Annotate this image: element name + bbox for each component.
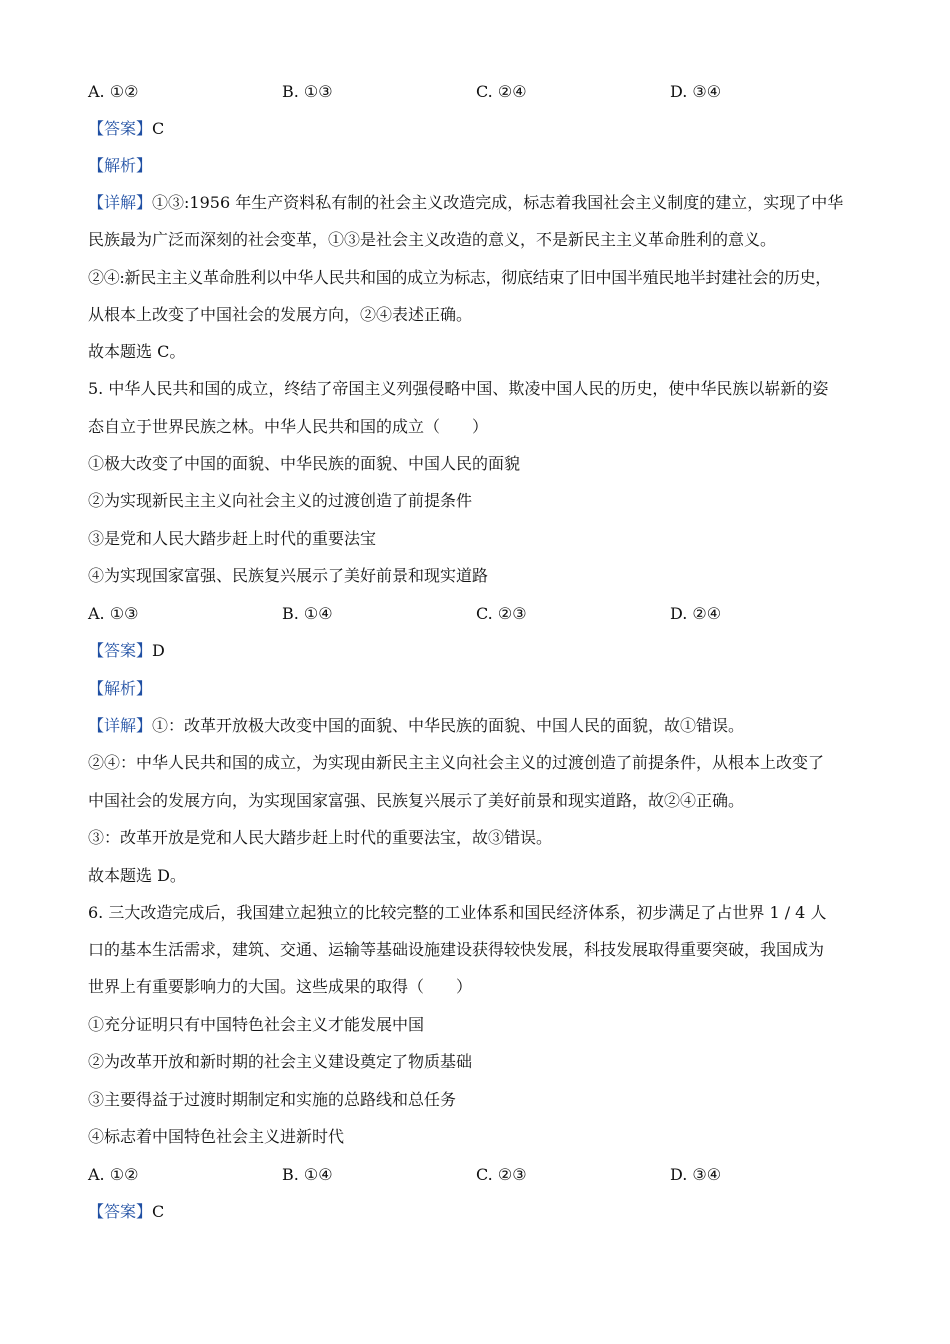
detail-tag: 【详解】: [88, 193, 153, 212]
q4-option-b: B. ①③: [282, 82, 333, 101]
q6-stem-line: 口的基本生活需求，建筑、交通、运输等基础设施建设获得较快发展，科技发展取得重要突破，我国成为: [88, 940, 825, 959]
q5-detail-line: ②④：中华人民共和国的成立，为实现由新民主主义向社会主义的过渡创造了前提条件，从根本上改变了: [88, 753, 825, 772]
answer-tag: 【答案】: [88, 119, 153, 138]
q4-option-a: A. ①②: [88, 82, 139, 101]
q5-statement: ②为实现新民主主义向社会主义的过渡创造了前提条件: [88, 491, 473, 510]
q5-stem-line: 5. 中华人民共和国的成立，终结了帝国主义列强侵略中国、欺凌中国人民的历史，使中华民族以崭新的姿: [88, 379, 829, 398]
q4-detail-line: 民族最为广泛而深刻的社会变革，①③是社会主义改造的意义，不是新民主主义革命胜利的意义。: [88, 230, 777, 249]
q6-statement: ①充分证明只有中国特色社会主义才能发展中国: [88, 1015, 425, 1034]
q5-option-a: A. ①③: [88, 604, 139, 623]
q6-statement: ④标志着中国特色社会主义进新时代: [88, 1127, 345, 1146]
q6-options: [88, 1164, 878, 1186]
q5-option-d: D. ②④: [670, 604, 722, 623]
q6-option-d: D. ③④: [670, 1165, 722, 1184]
answer-value: C: [152, 119, 165, 138]
q4-detail-line: [88, 192, 878, 214]
q6-option-a: A. ①②: [88, 1165, 139, 1184]
q6-statement: ②为改革开放和新时期的社会主义建设奠定了物质基础: [88, 1052, 473, 1071]
detail-text: ①③:1956 年生产资料私有制的社会主义改造完成，标志着我国社会主义制度的建立，实现了中华: [152, 193, 844, 212]
analysis-tag: 【解析】: [88, 679, 153, 698]
answer-tag: 【答案】: [88, 641, 153, 660]
q4-option-d: D. ③④: [670, 82, 722, 101]
q6-statement: ③主要得益于过渡时期制定和实施的总路线和总任务: [88, 1090, 457, 1109]
q5-statement: ④为实现国家富强、民族复兴展示了美好前景和现实道路: [88, 566, 489, 585]
q5-options: [88, 603, 878, 625]
q4-analysis-heading: [88, 155, 878, 177]
q5-analysis-heading: [88, 678, 878, 700]
q4-detail-line: 从根本上改变了中国社会的发展方向，②④表述正确。: [88, 305, 473, 324]
q6-stem-line: 世界上有重要影响力的大国。这些成果的取得（ ）: [88, 977, 473, 996]
q4-conclusion: 故本题选 C。: [88, 342, 186, 361]
q4-options: [88, 81, 878, 103]
answer-value: D: [152, 641, 165, 660]
answer-tag: 【答案】: [88, 1202, 153, 1221]
q4-detail-line: ②④:新民主主义革命胜利以中华人民共和国的成立为标志，彻底结束了旧中国半殖民地半封建社会的历史，: [88, 268, 831, 287]
q6-answer: [88, 1201, 878, 1223]
q4-option-c: C. ②④: [476, 82, 527, 101]
q5-answer: [88, 640, 878, 662]
q5-option-b: B. ①④: [282, 604, 333, 623]
q5-stem-line: 态自立于世界民族之林。中华人民共和国的成立（ ）: [88, 417, 489, 436]
detail-text: ①：改革开放极大改变中国的面貌、中华民族的面貌、中国人民的面貌，故①错误。: [152, 716, 745, 735]
q6-stem-line: 6. 三大改造完成后，我国建立起独立的比较完整的工业体系和国民经济体系，初步满足了占世界 1 / 4 人: [88, 903, 827, 922]
answer-value: C: [152, 1202, 165, 1221]
q5-detail-line: [88, 715, 878, 737]
q5-option-c: C. ②③: [476, 604, 527, 623]
q5-conclusion: 故本题选 D。: [88, 866, 186, 885]
q6-option-c: C. ②③: [476, 1165, 527, 1184]
q5-statement: ①极大改变了中国的面貌、中华民族的面貌、中国人民的面貌: [88, 454, 521, 473]
q6-option-b: B. ①④: [282, 1165, 333, 1184]
q5-statement: ③是党和人民大踏步赶上时代的重要法宝: [88, 529, 377, 548]
q5-detail-line: ③：改革开放是党和人民大踏步赶上时代的重要法宝，故③错误。: [88, 828, 553, 847]
analysis-tag: 【解析】: [88, 156, 153, 175]
q4-answer: [88, 118, 878, 140]
detail-tag: 【详解】: [88, 716, 153, 735]
q5-detail-line: 中国社会的发展方向，为实现国家富强、民族复兴展示了美好前景和现实道路，故②④正确。: [88, 791, 745, 810]
